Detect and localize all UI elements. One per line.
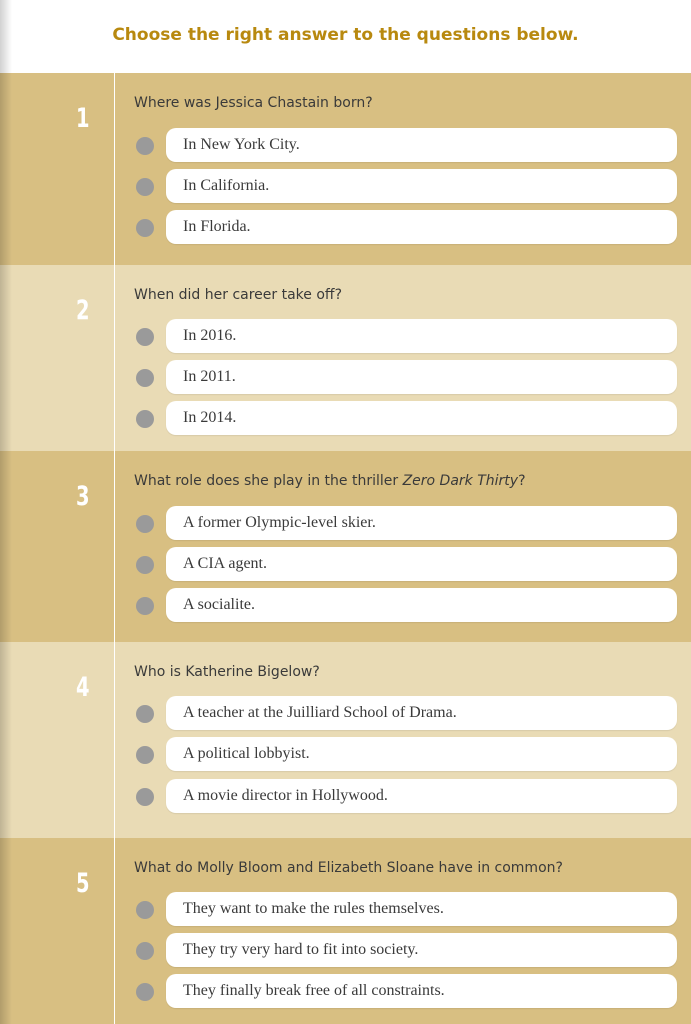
answer-box[interactable]	[166, 933, 677, 967]
answer-option[interactable]	[134, 547, 679, 583]
radio-button[interactable]	[136, 597, 154, 615]
answer-option[interactable]	[134, 737, 679, 773]
answer-option[interactable]	[134, 319, 679, 355]
answer-option[interactable]	[134, 588, 679, 624]
answer-option[interactable]	[134, 974, 679, 1010]
answer-box[interactable]	[166, 360, 677, 394]
radio-button[interactable]	[136, 137, 154, 155]
question-text: Who is Katherine Bigelow?	[134, 664, 320, 680]
question-number-column	[0, 265, 115, 451]
radio-button[interactable]	[136, 178, 154, 196]
answer-label: In 2016.	[183, 327, 237, 344]
answer-label: A movie director in Hollywood.	[183, 787, 388, 804]
answer-box[interactable]	[166, 737, 677, 771]
answer-option[interactable]	[134, 933, 679, 969]
radio-button[interactable]	[136, 556, 154, 574]
question-text: Where was Jessica Chastain born?	[134, 95, 373, 111]
answer-box[interactable]	[166, 128, 677, 162]
answer-option[interactable]	[134, 210, 679, 246]
answer-box[interactable]	[166, 319, 677, 353]
question-text-film-title: Zero Dark Thirty	[402, 473, 519, 489]
question-number-column	[0, 451, 115, 642]
answer-label: A socialite.	[183, 596, 255, 613]
question-text	[134, 473, 526, 489]
question-number-column	[0, 838, 115, 1024]
question-number-column	[0, 642, 115, 838]
answer-box[interactable]	[166, 506, 677, 540]
page-title: Choose the right answer to the questions below.	[112, 24, 579, 45]
answer-box[interactable]	[166, 210, 677, 244]
question-text: What do Molly Bloom and Elizabeth Sloane have in common?	[134, 860, 563, 876]
answer-label: A CIA agent.	[183, 555, 267, 572]
radio-button[interactable]	[136, 705, 154, 723]
question-5	[0, 838, 691, 1024]
answer-option[interactable]	[134, 401, 679, 437]
question-number: 5	[76, 868, 90, 899]
answer-box[interactable]	[166, 401, 677, 435]
question-text: When did her career take off?	[134, 287, 342, 303]
radio-button[interactable]	[136, 410, 154, 428]
answer-box[interactable]	[166, 547, 677, 581]
answer-label: A teacher at the Juilliard School of Drama.	[183, 704, 457, 721]
radio-button[interactable]	[136, 983, 154, 1001]
radio-button[interactable]	[136, 369, 154, 387]
answer-option[interactable]	[134, 779, 679, 815]
radio-button[interactable]	[136, 788, 154, 806]
answer-label: They want to make the rules themselves.	[183, 900, 444, 917]
answer-label: In 2014.	[183, 409, 237, 426]
question-number: 3	[76, 481, 90, 512]
answer-box[interactable]	[166, 696, 677, 730]
radio-button[interactable]	[136, 515, 154, 533]
radio-button[interactable]	[136, 942, 154, 960]
page-header	[0, 0, 691, 73]
question-number: 2	[76, 295, 90, 326]
answer-label: In New York City.	[183, 136, 300, 153]
answer-box[interactable]	[166, 779, 677, 813]
answer-label: They finally break free of all constraints.	[183, 982, 445, 999]
answer-label: They try very hard to fit into society.	[183, 941, 419, 958]
question-number-column	[0, 73, 115, 265]
radio-button[interactable]	[136, 746, 154, 764]
answer-option[interactable]	[134, 696, 679, 732]
radio-button[interactable]	[136, 219, 154, 237]
answer-label: In California.	[183, 177, 270, 194]
answer-box[interactable]	[166, 892, 677, 926]
radio-button[interactable]	[136, 901, 154, 919]
answer-option[interactable]	[134, 892, 679, 928]
question-text-prefix: What role does she play in the thriller	[134, 473, 403, 489]
answer-option[interactable]	[134, 360, 679, 396]
answer-label: A political lobbyist.	[183, 745, 310, 762]
answer-label: In Florida.	[183, 218, 251, 235]
question-number: 1	[76, 103, 90, 134]
question-3	[0, 451, 691, 642]
answer-option[interactable]	[134, 128, 679, 164]
answer-box[interactable]	[166, 588, 677, 622]
question-text-suffix: ?	[518, 473, 526, 489]
answer-box[interactable]	[166, 974, 677, 1008]
answer-label: In 2011.	[183, 368, 236, 385]
answer-option[interactable]	[134, 169, 679, 205]
question-number: 4	[76, 672, 90, 703]
answer-box[interactable]	[166, 169, 677, 203]
question-1	[0, 73, 691, 265]
answer-label: A former Olympic-level skier.	[183, 514, 376, 531]
question-4	[0, 642, 691, 838]
question-2	[0, 265, 691, 451]
radio-button[interactable]	[136, 328, 154, 346]
answer-option[interactable]	[134, 506, 679, 542]
